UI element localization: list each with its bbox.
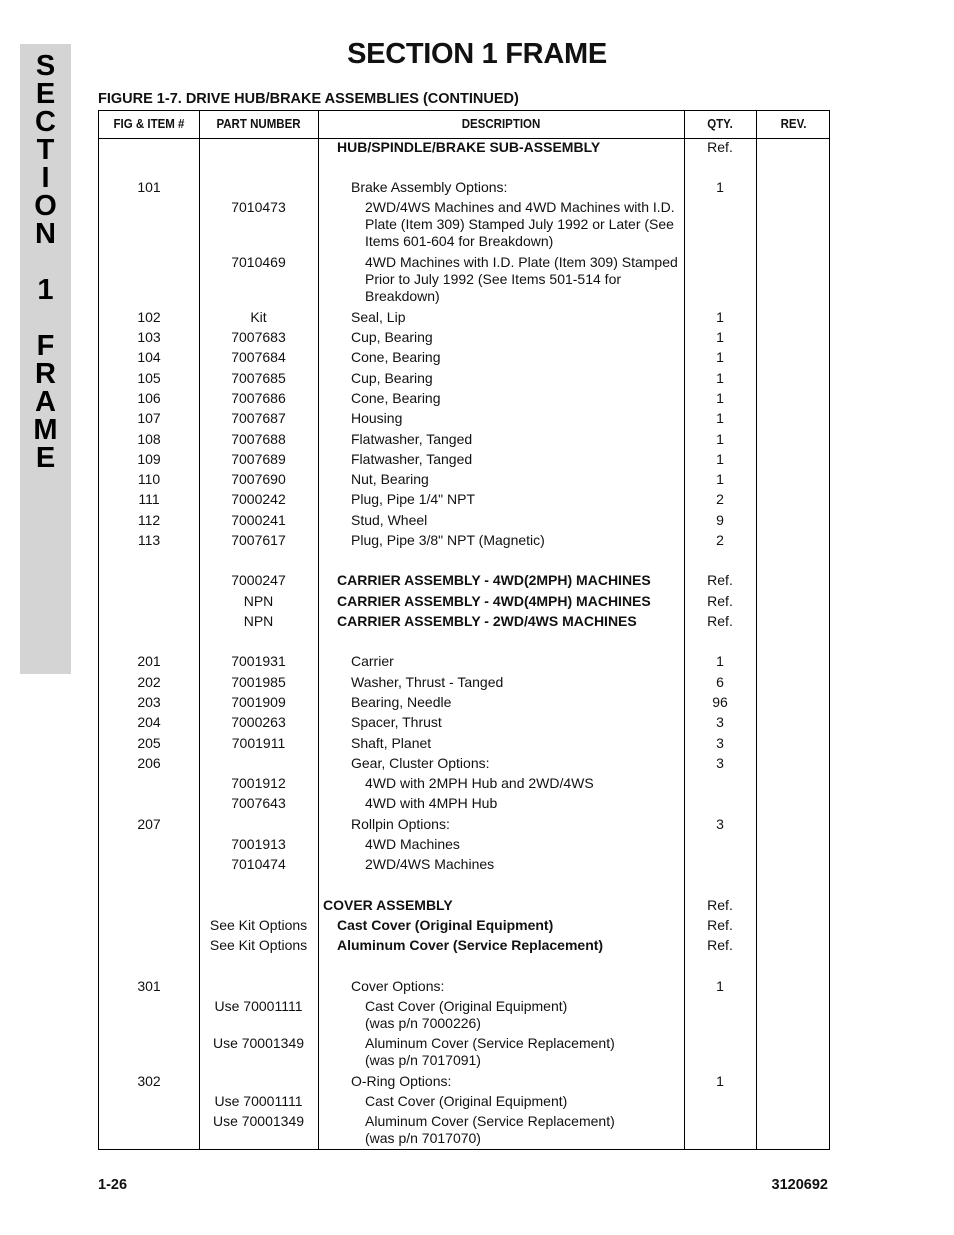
description-cell bbox=[351, 978, 444, 995]
description-cell bbox=[351, 410, 402, 427]
header-part-number: PART NUMBER bbox=[216, 117, 301, 131]
item-number-cell: 110 bbox=[137, 471, 161, 487]
description-cell bbox=[351, 512, 427, 529]
qty-cell: 1 bbox=[716, 1073, 724, 1089]
item-number-cell: 103 bbox=[137, 329, 161, 345]
side-tab-letter: E bbox=[35, 78, 56, 110]
description-cell bbox=[337, 572, 651, 589]
page-title: SECTION 1 FRAME bbox=[347, 38, 607, 70]
page-number: 1-26 bbox=[98, 1177, 128, 1193]
item-number-cell: 105 bbox=[137, 370, 161, 386]
description-line: Cone, Bearing bbox=[351, 390, 441, 406]
description-cell bbox=[365, 836, 460, 853]
qty-cell: 3 bbox=[716, 816, 724, 832]
part-number-cell: 7007687 bbox=[231, 410, 286, 426]
qty-cell: 1 bbox=[716, 349, 724, 365]
item-number-cell: 107 bbox=[137, 410, 161, 426]
description-cell bbox=[351, 349, 441, 366]
description-cell bbox=[351, 755, 490, 772]
description-cell bbox=[365, 775, 594, 792]
item-number-cell: 101 bbox=[137, 179, 161, 195]
description-cell bbox=[351, 491, 475, 508]
description-line: (was p/n 7017091) bbox=[365, 1052, 481, 1068]
description-line: (was p/n 7000226) bbox=[365, 1015, 481, 1031]
part-number-cell: 7010473 bbox=[231, 199, 286, 215]
part-number-cell: Use 70001349 bbox=[212, 1035, 305, 1051]
part-number-cell: 7001913 bbox=[231, 836, 286, 852]
part-number-cell: Use 70001349 bbox=[212, 1113, 305, 1129]
item-number-cell: 207 bbox=[137, 816, 161, 832]
description-cell bbox=[365, 1035, 615, 1069]
description-line: Breakdown) bbox=[365, 288, 440, 304]
description-cell bbox=[365, 1113, 615, 1147]
description-line: 4WD Machines with I.D. Plate (Item 309) Stamped bbox=[365, 254, 678, 270]
qty-cell: 3 bbox=[716, 755, 724, 771]
part-number-cell: NPN bbox=[243, 613, 274, 629]
document-number: 3120692 bbox=[771, 1177, 828, 1193]
description-line: Aluminum Cover (Service Replacement) bbox=[365, 1035, 615, 1051]
description-cell bbox=[365, 795, 497, 812]
part-number-cell: Use 70001111 bbox=[214, 998, 303, 1014]
description-cell bbox=[365, 1093, 567, 1110]
description-line: 4WD with 4MPH Hub bbox=[365, 795, 498, 811]
part-number-cell: 7001985 bbox=[231, 674, 286, 690]
description-cell bbox=[337, 593, 651, 610]
part-number-cell: 7010474 bbox=[231, 856, 286, 872]
description-line: Brake Assembly Options: bbox=[351, 179, 508, 195]
side-tab-letter: T bbox=[36, 134, 55, 166]
part-number-cell: 7000247 bbox=[231, 572, 286, 588]
part-number-cell: 7007683 bbox=[231, 329, 286, 345]
description-cell bbox=[337, 139, 600, 156]
part-number-cell: 7007643 bbox=[231, 795, 286, 811]
description-cell bbox=[351, 451, 472, 468]
description-line: Plug, Pipe 1/4" NPT bbox=[351, 491, 476, 507]
part-number-cell: 7007688 bbox=[231, 431, 286, 447]
description-line: Flatwasher, Tanged bbox=[351, 431, 473, 447]
header-fig-item: FIG & ITEM # bbox=[113, 117, 185, 131]
item-number-cell: 113 bbox=[137, 532, 161, 548]
qty-cell: 1 bbox=[716, 431, 724, 447]
description-line: CARRIER ASSEMBLY - 2WD/4WS MACHINES bbox=[337, 613, 637, 629]
item-number-cell: 102 bbox=[137, 309, 161, 325]
description-line: Cast Cover (Original Equipment) bbox=[365, 998, 568, 1014]
description-line: Aluminum Cover (Service Replacement) bbox=[365, 1113, 615, 1129]
item-number-cell: 301 bbox=[137, 978, 161, 994]
qty-cell: 3 bbox=[716, 735, 724, 751]
description-cell bbox=[351, 694, 451, 711]
description-line: Bearing, Needle bbox=[351, 694, 452, 710]
description-cell bbox=[337, 937, 603, 954]
description-line: Washer, Thrust - Tanged bbox=[351, 674, 504, 690]
part-number-cell: 7007617 bbox=[231, 532, 286, 548]
qty-cell: 2 bbox=[716, 491, 724, 507]
qty-cell: 1 bbox=[716, 329, 724, 345]
description-cell bbox=[351, 390, 441, 407]
description-line: Prior to July 1992 (See Items 501-514 for bbox=[365, 271, 622, 287]
side-tab-letter: A bbox=[35, 386, 56, 418]
description-line: Stud, Wheel bbox=[351, 512, 428, 528]
description-cell bbox=[351, 309, 405, 326]
part-number-cell: 7000263 bbox=[231, 714, 286, 730]
description-line: Cast Cover (Original Equipment) bbox=[365, 1093, 568, 1109]
part-number-cell: 7001911 bbox=[231, 735, 286, 751]
description-line: Gear, Cluster Options: bbox=[351, 755, 490, 771]
qty-cell: Ref. bbox=[707, 613, 733, 629]
description-cell bbox=[351, 179, 507, 196]
part-number-cell: Use 70001111 bbox=[214, 1093, 303, 1109]
description-cell bbox=[365, 856, 494, 873]
qty-cell: 1 bbox=[716, 978, 724, 994]
description-line: Cup, Bearing bbox=[351, 329, 433, 345]
qty-cell: Ref. bbox=[707, 937, 733, 953]
parts-table bbox=[98, 110, 830, 1150]
description-cell bbox=[351, 471, 429, 488]
description-line: COVER ASSEMBLY bbox=[323, 897, 453, 913]
item-number-cell: 112 bbox=[137, 512, 161, 528]
description-line: 2WD/4WS Machines and 4WD Machines with I.D. bbox=[365, 199, 675, 215]
description-line: Flatwasher, Tanged bbox=[351, 451, 473, 467]
description-line: Rollpin Options: bbox=[351, 816, 450, 832]
description-line: Spacer, Thrust bbox=[351, 714, 442, 730]
side-tab-letter: 1 bbox=[37, 274, 54, 306]
side-tab-letter: I bbox=[41, 162, 50, 194]
item-number-cell: 111 bbox=[138, 491, 160, 507]
item-number-cell: 202 bbox=[137, 674, 161, 690]
description-cell bbox=[351, 674, 503, 691]
side-tab-letter: M bbox=[33, 414, 58, 446]
part-number-cell: Kit bbox=[250, 309, 267, 325]
qty-cell: 96 bbox=[712, 694, 728, 710]
description-line: Cup, Bearing bbox=[351, 370, 433, 386]
part-number-cell: 7010469 bbox=[231, 254, 286, 270]
description-cell bbox=[365, 254, 678, 305]
part-number-cell: NPN bbox=[243, 593, 274, 609]
part-number-cell: 7001912 bbox=[231, 775, 286, 791]
part-number-cell: 7000241 bbox=[231, 512, 286, 528]
item-number-cell: 201 bbox=[137, 653, 161, 669]
side-tab-letter: C bbox=[35, 106, 56, 138]
qty-cell: Ref. bbox=[707, 572, 733, 588]
description-cell bbox=[323, 897, 453, 914]
part-number-cell: 7001931 bbox=[231, 653, 286, 669]
description-line: 4WD with 2MPH Hub and 2WD/4WS bbox=[365, 775, 594, 791]
description-cell bbox=[351, 816, 450, 833]
header-description: DESCRIPTION bbox=[461, 117, 541, 131]
side-tab-letter: S bbox=[35, 50, 56, 82]
description-cell bbox=[351, 532, 545, 549]
description-cell bbox=[351, 735, 431, 752]
description-line: Cast Cover (Original Equipment) bbox=[337, 917, 554, 933]
qty-cell: Ref. bbox=[707, 593, 733, 609]
item-number-cell: 106 bbox=[137, 390, 161, 406]
description-line: Housing bbox=[351, 410, 403, 426]
qty-cell: 1 bbox=[716, 309, 724, 325]
part-number-cell: 7007684 bbox=[231, 349, 286, 365]
description-cell bbox=[365, 199, 675, 250]
item-number-cell: 104 bbox=[137, 349, 161, 365]
qty-cell: 9 bbox=[716, 512, 724, 528]
item-number-cell: 206 bbox=[137, 755, 161, 771]
part-number-cell: See Kit Options bbox=[209, 937, 308, 953]
side-tab-letter: N bbox=[35, 218, 56, 250]
qty-cell: 6 bbox=[716, 674, 724, 690]
qty-cell: Ref. bbox=[707, 897, 733, 913]
qty-cell: 2 bbox=[716, 532, 724, 548]
description-line: Shaft, Planet bbox=[351, 735, 432, 751]
description-cell bbox=[365, 998, 567, 1032]
description-line: HUB/SPINDLE/BRAKE SUB-ASSEMBLY bbox=[337, 139, 601, 155]
description-line: Plate (Item 309) Stamped July 1992 or Later (See bbox=[365, 216, 674, 232]
qty-cell: 1 bbox=[716, 179, 724, 195]
description-cell bbox=[351, 714, 442, 731]
description-line: Cone, Bearing bbox=[351, 349, 441, 365]
side-tab-letter: R bbox=[35, 358, 56, 390]
part-number-cell: 7007686 bbox=[231, 390, 286, 406]
header-qty: QTY. bbox=[707, 117, 733, 131]
description-cell bbox=[351, 431, 472, 448]
description-line: 4WD Machines bbox=[365, 836, 460, 852]
description-cell bbox=[351, 370, 433, 387]
qty-cell: 1 bbox=[716, 370, 724, 386]
side-tab-letter: E bbox=[35, 442, 56, 474]
qty-cell: 3 bbox=[716, 714, 724, 730]
description-line: Cover Options: bbox=[351, 978, 445, 994]
item-number-cell: 108 bbox=[137, 431, 161, 447]
item-number-cell: 302 bbox=[137, 1073, 161, 1089]
item-number-cell: 204 bbox=[137, 714, 161, 730]
part-number-cell: See Kit Options bbox=[209, 917, 308, 933]
description-cell bbox=[351, 653, 394, 670]
description-cell bbox=[351, 1073, 451, 1090]
description-line: CARRIER ASSEMBLY - 4WD(2MPH) MACHINES bbox=[337, 572, 651, 588]
side-tab-letter: O bbox=[34, 190, 57, 222]
qty-cell: 1 bbox=[716, 410, 724, 426]
description-line: Seal, Lip bbox=[351, 309, 406, 325]
part-number-cell: 7007689 bbox=[231, 451, 286, 467]
part-number-cell: 7007685 bbox=[231, 370, 286, 386]
description-line: Nut, Bearing bbox=[351, 471, 429, 487]
description-line: 2WD/4WS Machines bbox=[365, 856, 495, 872]
qty-cell: 1 bbox=[716, 451, 724, 467]
qty-cell: 1 bbox=[716, 390, 724, 406]
item-number-cell: 203 bbox=[137, 694, 161, 710]
description-cell bbox=[337, 917, 553, 934]
description-cell bbox=[337, 613, 637, 630]
description-line: Aluminum Cover (Service Replacement) bbox=[337, 937, 604, 953]
item-number-cell: 109 bbox=[137, 451, 161, 467]
qty-cell: 1 bbox=[716, 471, 724, 487]
description-line: Items 601-604 for Breakdown) bbox=[365, 233, 554, 249]
description-line: Plug, Pipe 3/8" NPT (Magnetic) bbox=[351, 532, 545, 548]
part-number-cell: 7001909 bbox=[231, 694, 286, 710]
section-side-tab bbox=[20, 44, 71, 674]
part-number-cell: 7000242 bbox=[231, 491, 286, 507]
qty-cell: 1 bbox=[716, 653, 724, 669]
description-cell bbox=[351, 329, 433, 346]
header-rev: REV. bbox=[780, 117, 807, 131]
qty-cell: Ref. bbox=[707, 917, 733, 933]
description-line: Carrier bbox=[351, 653, 394, 669]
part-number-cell: 7007690 bbox=[231, 471, 286, 487]
side-tab-letter: F bbox=[36, 330, 55, 362]
item-number-cell: 205 bbox=[137, 735, 161, 751]
qty-cell: Ref. bbox=[707, 139, 733, 155]
figure-title: FIGURE 1-7. DRIVE HUB/BRAKE ASSEMBLIES (CONTINUED) bbox=[98, 91, 519, 107]
description-line: O-Ring Options: bbox=[351, 1073, 452, 1089]
description-line: CARRIER ASSEMBLY - 4WD(4MPH) MACHINES bbox=[337, 593, 651, 609]
description-line: (was p/n 7017070) bbox=[365, 1130, 481, 1146]
